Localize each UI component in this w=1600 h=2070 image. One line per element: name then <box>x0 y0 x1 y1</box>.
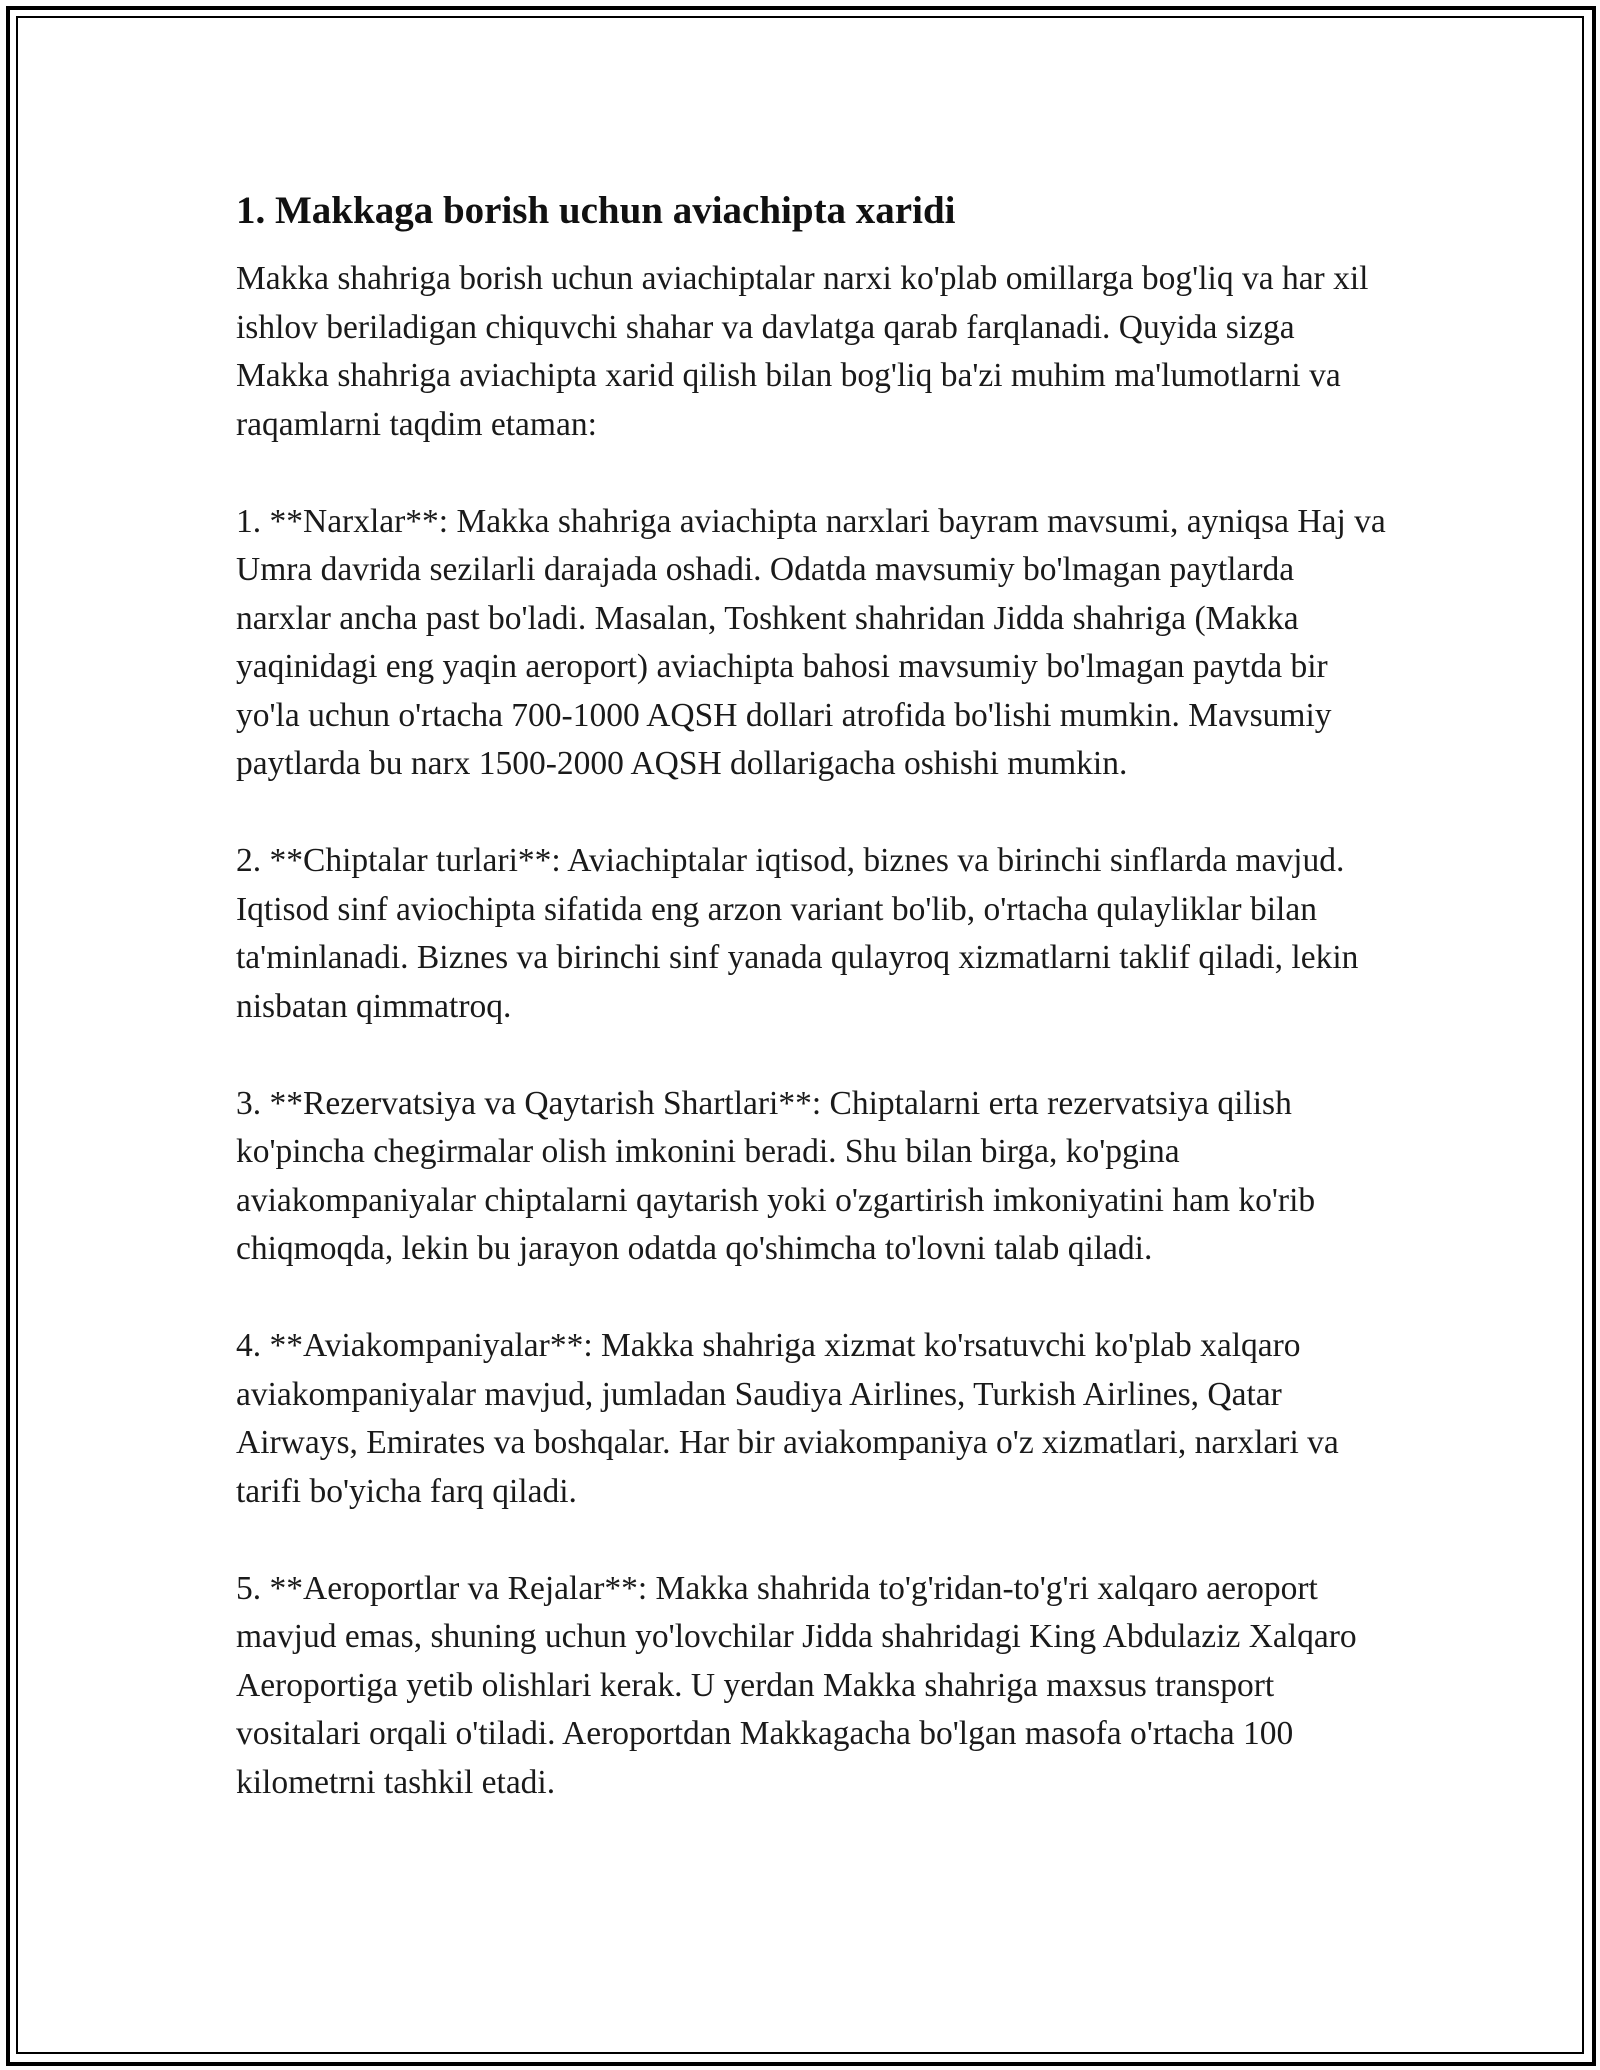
airlines-paragraph: 4. **Aviakompaniyalar**: Makka shahriga xizmat ko'rsatuvchi ko'plab xalqaro aviakompaniyalar mavjud, jumladan Saudiya Airlines, Turkish Airlines, Qatar Airways, Emirates va boshqalar. Har bir aviakompaniya o'z xizmatlari, narxlari va tarifi bo'yicha farq qiladi. <box>236 1327 1339 1510</box>
airports-paragraph: 5. **Aeroportlar va Rejalar**: Makka shahrida to'g'ridan-to'g'ri xalqaro aeroport mavjud emas, shuning uchun yo'lovchilar Jidda shahridagi King Abdulaziz Xalqaro Aeroportiga yetib olishlari kerak. U yerdan Makka shahriga maxsus transport vositalari orqali o'tiladi. Aeroportdan Makkagacha bo'lgan masofa o'rtacha 100 kilometrni tashkil etadi. <box>236 1569 1357 1801</box>
ticket-types-paragraph: 2. **Chiptalar turlari**: Aviachiptalar iqtisod, biznes va birinchi sinflarda mavjud. Iqtisod sinf aviochipta sifatida eng arzon variant bo'lib, o'rtacha qulayliklar bilan ta'minlanadi. Biznes va birinchi sinf yanada qulayroq xizmatlarni taklif qiladi, lekin nisbatan qimmatroq. <box>236 842 1359 1025</box>
document-title: 1. Makkaga borish uchun aviachipta xaridi <box>236 189 956 232</box>
intro-paragraph: Makka shahriga borish uchun aviachiptalar narxi ko'plab omillarga bog'liq va har xil ishlov beriladigan chiquvchi shahar va davlatga qarab farqlanadi. Quyida sizga Makka shahriga aviachipta xarid qilish bilan bog'liq ba'zi muhim ma'lumotlarni va raqamlarni taqdim etaman: <box>236 260 1369 443</box>
prices-paragraph: 1. **Narxlar**: Makka shahriga aviachipta narxlari bayram mavsumi, ayniqsa Haj va Umra davrida sezilarli darajada oshadi. Odatda mavsumiy bo'lmagan paytlarda narxlar ancha past bo'ladi. Masalan, Toshkent shahridan Jidda shahriga (Makka yaqinidagi eng yaqin aeroport) aviachipta bahosi mavsumiy bo'lmagan paytda bir yo'la uchun o'rtacha 700-1000 AQSH dollari atrofida bo'lishi mumkin. Mavsumiy paytlarda bu narx 1500-2000 AQSH dollarigacha oshishi mumkin. <box>236 502 1386 782</box>
reservation-paragraph: 3. **Rezervatsiya va Qaytarish Shartlari**: Chiptalarni erta rezervatsiya qilish ko'pincha chegirmalar olish imkonini beradi. Shu bilan birga, ko'pgina aviakompaniyalar chiptalarni qaytarish yoki o'zgartirish imkoniyatini ham ko'rib chiqmoqda, lekin bu jarayon odatda qo'shimcha to'lovni talab qiladi. <box>236 1084 1316 1267</box>
document-body <box>236 187 1386 1856</box>
